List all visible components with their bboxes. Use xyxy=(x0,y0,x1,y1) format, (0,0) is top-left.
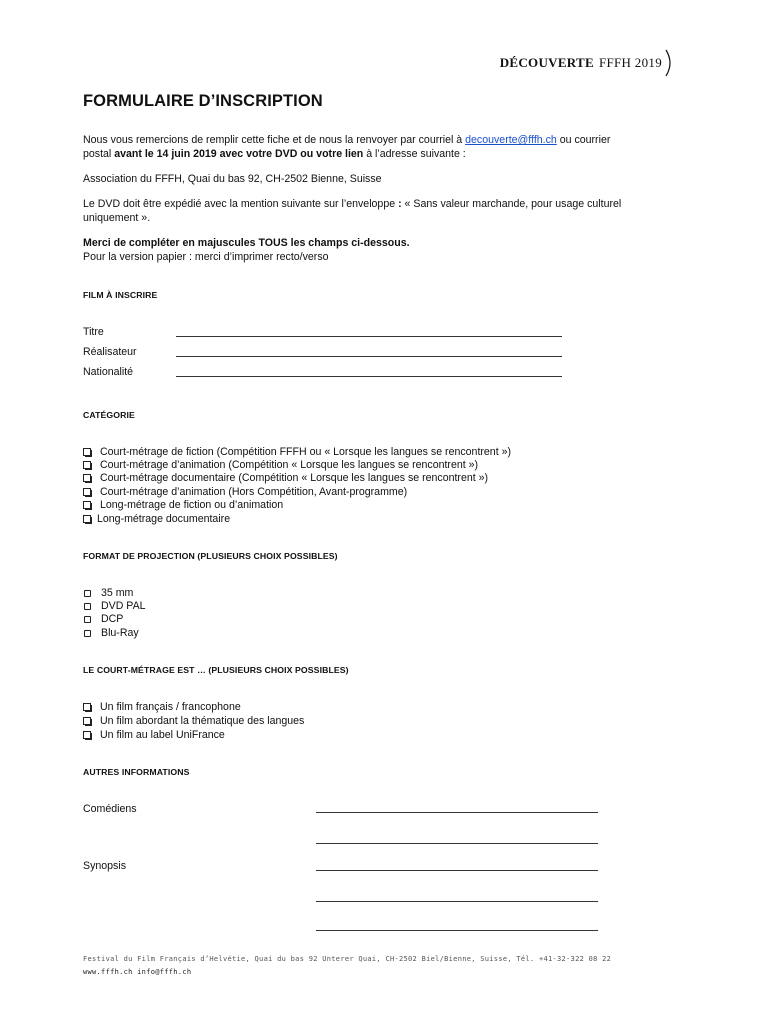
category-option-2[interactable] xyxy=(83,459,478,471)
category-heading: CATÉGORIE xyxy=(83,410,135,420)
checkbox-icon[interactable] xyxy=(84,590,91,597)
checkbox-icon[interactable] xyxy=(83,717,91,725)
checkbox-icon[interactable] xyxy=(83,448,91,456)
category-option-4[interactable] xyxy=(83,486,407,498)
dvd-note-colon: : xyxy=(398,198,402,210)
category-option-label: Court-métrage de fiction (Compétition FFFH ou « Lorsque les langues se rencontrent ») xyxy=(100,446,511,458)
format-option-2[interactable] xyxy=(83,600,146,612)
category-option-label: Long-métrage documentaire xyxy=(97,513,231,525)
email-link[interactable]: decouverte@fffh.ch xyxy=(465,134,557,146)
checkbox-icon[interactable] xyxy=(83,731,91,739)
film-heading: FILM À INSCRIRE xyxy=(83,290,158,300)
realisateur-input-line[interactable] xyxy=(176,356,562,357)
checkbox-icon[interactable] xyxy=(83,515,91,523)
court-heading: LE COURT-MÉTRAGE EST … (PLUSIEURS CHOIX POSSIBLES) xyxy=(83,665,349,675)
dvd-note-line-2: uniquement ». xyxy=(83,212,151,224)
instructions-normal: Pour la version papier : merci d’imprimer recto/verso xyxy=(83,251,329,263)
category-option-label: Court-métrage documentaire (Compétition « Lorsque les langues se rencontrent ») xyxy=(100,472,489,484)
festival-logo xyxy=(500,50,674,76)
intro-line-1 xyxy=(83,134,610,147)
instructions-bold-text: Merci de compléter en majuscules TOUS les champs ci-dessous. xyxy=(83,237,410,249)
court-option-label: Un film abordant la thématique des langues xyxy=(100,715,305,727)
format-option-4[interactable] xyxy=(83,627,139,639)
footer-contact: www.fffh.ch info@fffh.ch xyxy=(83,968,192,976)
format-heading: FORMAT DE PROJECTION (PLUSIEURS CHOIX POSSIBLES) xyxy=(83,551,338,561)
category-option-3[interactable] xyxy=(83,472,488,484)
checkbox-icon[interactable] xyxy=(83,488,91,496)
nationalite-input-line[interactable] xyxy=(176,376,562,377)
format-option-label: DCP xyxy=(101,613,124,625)
intro-text-c: postal xyxy=(83,148,115,160)
intro-text-a: Nous vous remercions de remplir cette fiche et de nous la renvoyer par courriel à xyxy=(83,134,466,146)
titre-input-line[interactable] xyxy=(176,336,562,337)
court-option-1[interactable] xyxy=(83,701,241,713)
comediens-input-line-2[interactable] xyxy=(316,843,598,844)
checkbox-icon[interactable] xyxy=(84,630,91,637)
address-text: Association du FFFH, Quai du bas 92, CH-2502 Bienne, Suisse xyxy=(83,173,382,185)
comediens-input-line-1[interactable] xyxy=(316,812,598,813)
court-option-3[interactable] xyxy=(83,729,225,741)
field-label-synopsis: Synopsis xyxy=(83,860,126,872)
format-option-label: 35 mm xyxy=(101,587,134,599)
category-option-1[interactable] xyxy=(83,446,511,458)
checkbox-icon[interactable] xyxy=(83,461,91,469)
checkbox-icon[interactable] xyxy=(84,603,91,610)
format-option-label: DVD PAL xyxy=(101,600,146,612)
field-label-nationalite: Nationalité xyxy=(83,366,134,378)
court-option-label: Un film français / francophone xyxy=(100,701,241,713)
format-option-3[interactable] xyxy=(83,613,123,625)
footer-address: Festival du Film Français d’Helvétie, Quai du bas 92 Unterer Quai, CH-2502 Biel/Bienne, Suisse, Tél. +41-32-322 08 22 xyxy=(83,955,612,963)
intro-text-b: ou courrier xyxy=(556,134,611,146)
checkbox-icon[interactable] xyxy=(83,474,91,482)
page-title: FORMULAIRE D’INSCRIPTION xyxy=(83,92,323,110)
checkbox-icon[interactable] xyxy=(83,703,91,711)
intro-deadline: avant le 14 juin 2019 avec votre DVD ou votre lien xyxy=(114,148,364,160)
intro-text-d: à l’adresse suivante : xyxy=(363,148,466,160)
category-option-label: Court-métrage d’animation (Hors Compétition, Avant-programme) xyxy=(100,486,408,498)
category-option-5[interactable] xyxy=(83,499,283,511)
field-label-titre: Titre xyxy=(83,326,104,338)
synopsis-input-line-1[interactable] xyxy=(316,870,598,871)
dvd-note-line-1 xyxy=(83,198,621,211)
logo-arc-icon xyxy=(664,48,674,78)
checkbox-icon[interactable] xyxy=(83,501,91,509)
logo-bold-text: DÉCOUVERTE xyxy=(499,55,594,70)
field-label-comediens: Comédiens xyxy=(83,803,137,815)
dvd-note-a: Le DVD doit être expédié avec la mention suivante sur l’enveloppe xyxy=(83,198,399,210)
category-option-6[interactable] xyxy=(83,513,230,525)
intro-line-2 xyxy=(83,148,466,161)
checkbox-icon[interactable] xyxy=(84,616,91,623)
synopsis-input-line-2[interactable] xyxy=(316,901,598,902)
autres-heading: AUTRES INFORMATIONS xyxy=(83,767,190,777)
court-option-label: Un film au label UniFrance xyxy=(100,729,225,741)
dvd-note-b: « Sans valeur marchande, pour usage culturel xyxy=(401,198,622,210)
category-option-label: Court-métrage d’animation (Compétition « Lorsque les langues se rencontrent ») xyxy=(100,459,479,471)
logo-year-text: FFFH 2019 xyxy=(598,55,662,70)
field-label-realisateur: Réalisateur xyxy=(83,346,137,358)
format-option-label: Blu-Ray xyxy=(101,627,139,639)
category-option-label: Long-métrage de fiction ou d’animation xyxy=(100,499,284,511)
instructions-bold xyxy=(83,237,410,250)
court-option-2[interactable] xyxy=(83,715,304,727)
synopsis-input-line-3[interactable] xyxy=(316,930,598,931)
format-option-1[interactable] xyxy=(83,587,133,599)
